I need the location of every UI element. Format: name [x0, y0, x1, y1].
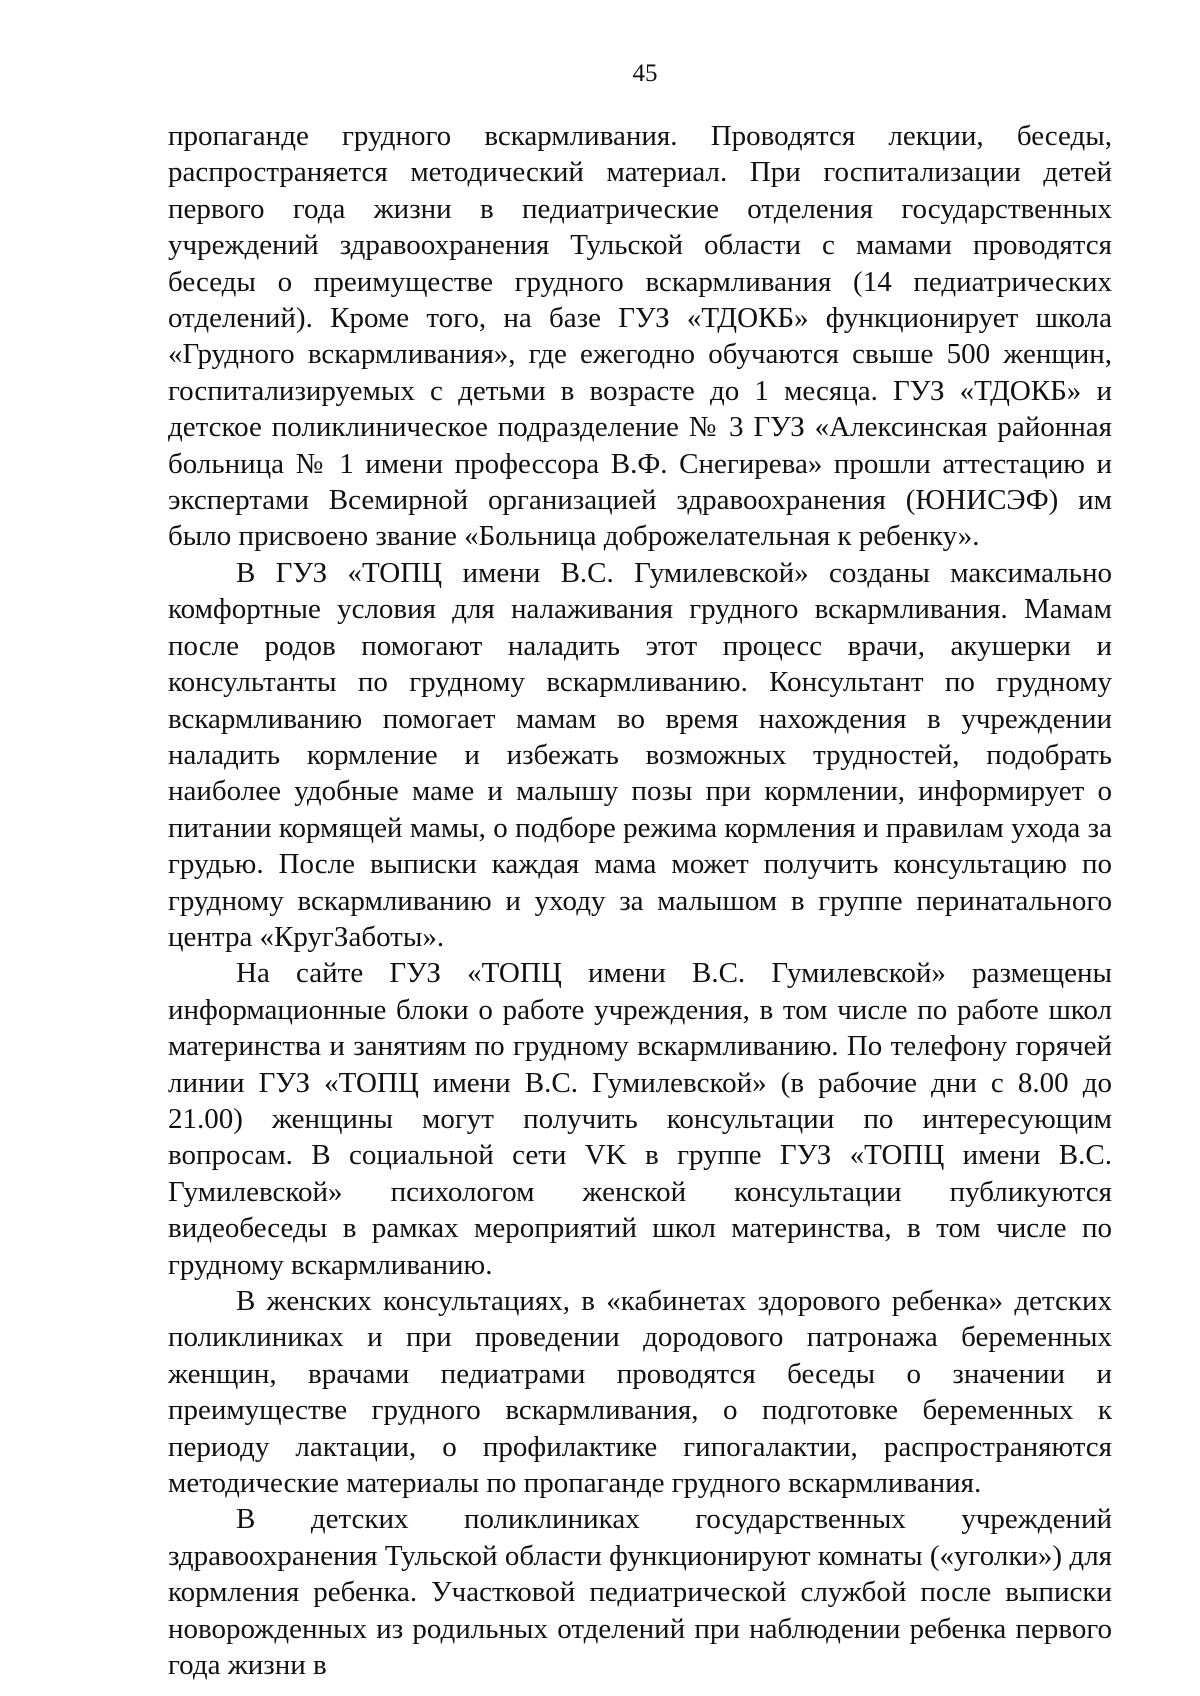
- document-body: [168, 118, 1112, 1683]
- paragraph-topc-website: На сайте ГУЗ «ТОПЦ имени В.С. Гумилевской» размещены информационные блоки о работе учреждения, в том числе по работе школ материнства и занятиям по грудному вскармливанию. По телефону горячей линии ГУЗ «ТОПЦ имени В.С. Гумилевской» (в рабочие дни с 8.00 до 21.00) женщины могут получить консультации по интересующим вопросам. В социальной сети VK в группе ГУЗ «ТОПЦ имени В.С. Гумилевской» психологом женской консультации публикуются видеобеседы в рамках мероприятий школ материнства, в том числе по грудному вскармливанию.: [168, 957, 1112, 1281]
- paragraph-womens-consultations: В женских консультациях, в «кабинетах здорового ребенка» детских поликлиниках и при проведении дородового патронажа беременных женщин, врачами педиатрами проводятся беседы о значении и преимуществе грудного вскармливания, о подготовке беременных к периоду лактации, о профилактике гипогалактии, распространяются методические материалы по пропаганде грудного вскармливания.: [168, 1285, 1112, 1500]
- page-number: 45: [632, 60, 658, 87]
- paragraph-continuation: пропаганде грудного вскармливания. Проводятся лекции, беседы, распространяется методический материал. При госпитализации детей первого года жизни в педиатрические отделения государственных учреждений здравоохранения Тульской области с мамами проводятся беседы о преимуществе грудного вскармливания (14 педиатрических отделений). Кроме того, на базе ГУЗ «ТДОКБ» функционирует школа «Грудного вскармливания», где ежегодно обучаются свыше 500 женщин, госпитализируемых с детьми в возрасте до 1 месяца. ГУЗ «ТДОКБ» и детское поликлиническое подразделение № 3 ГУЗ «Алексинская районная больница № 1 имени профессора В.Ф. Снегирева» прошли аттестацию и экспертами Всемирной организацией здравоохранения (ЮНИСЭФ) им было присвоено звание «Больница доброжелательная к ребенку».: [168, 120, 1112, 553]
- paragraph-childrens-clinics: В детских поликлиниках государственных учреждений здравоохранения Тульской области функционируют комнаты («уголки») для кормления ребенка. Участковой педиатрической службой после выписки новорожденных из родильных отделений при наблюдении ребенка первого года жизни в: [168, 1503, 1112, 1682]
- paragraph-topc-conditions: В ГУЗ «ТОПЦ имени В.С. Гумилевской» созданы максимально комфортные условия для налаживания грудного вскармливания. Мамам после родов помогают наладить этот процесс врачи, акушерки и консультанты по грудному вскармливанию. Консультант по грудному вскармливанию помогает мамам во время нахождения в учреждении наладить кормление и избежать возможных трудностей, подобрать наиболее удобные маме и малышу позы при кормлении, информирует о питании кормящей мамы, о подборе режима кормления и правилам ухода за грудью. После выписки каждая мама может получить консультацию по грудному вскармливанию и уходу за малышом в группе перинатального центра «КругЗаботы».: [168, 556, 1112, 953]
